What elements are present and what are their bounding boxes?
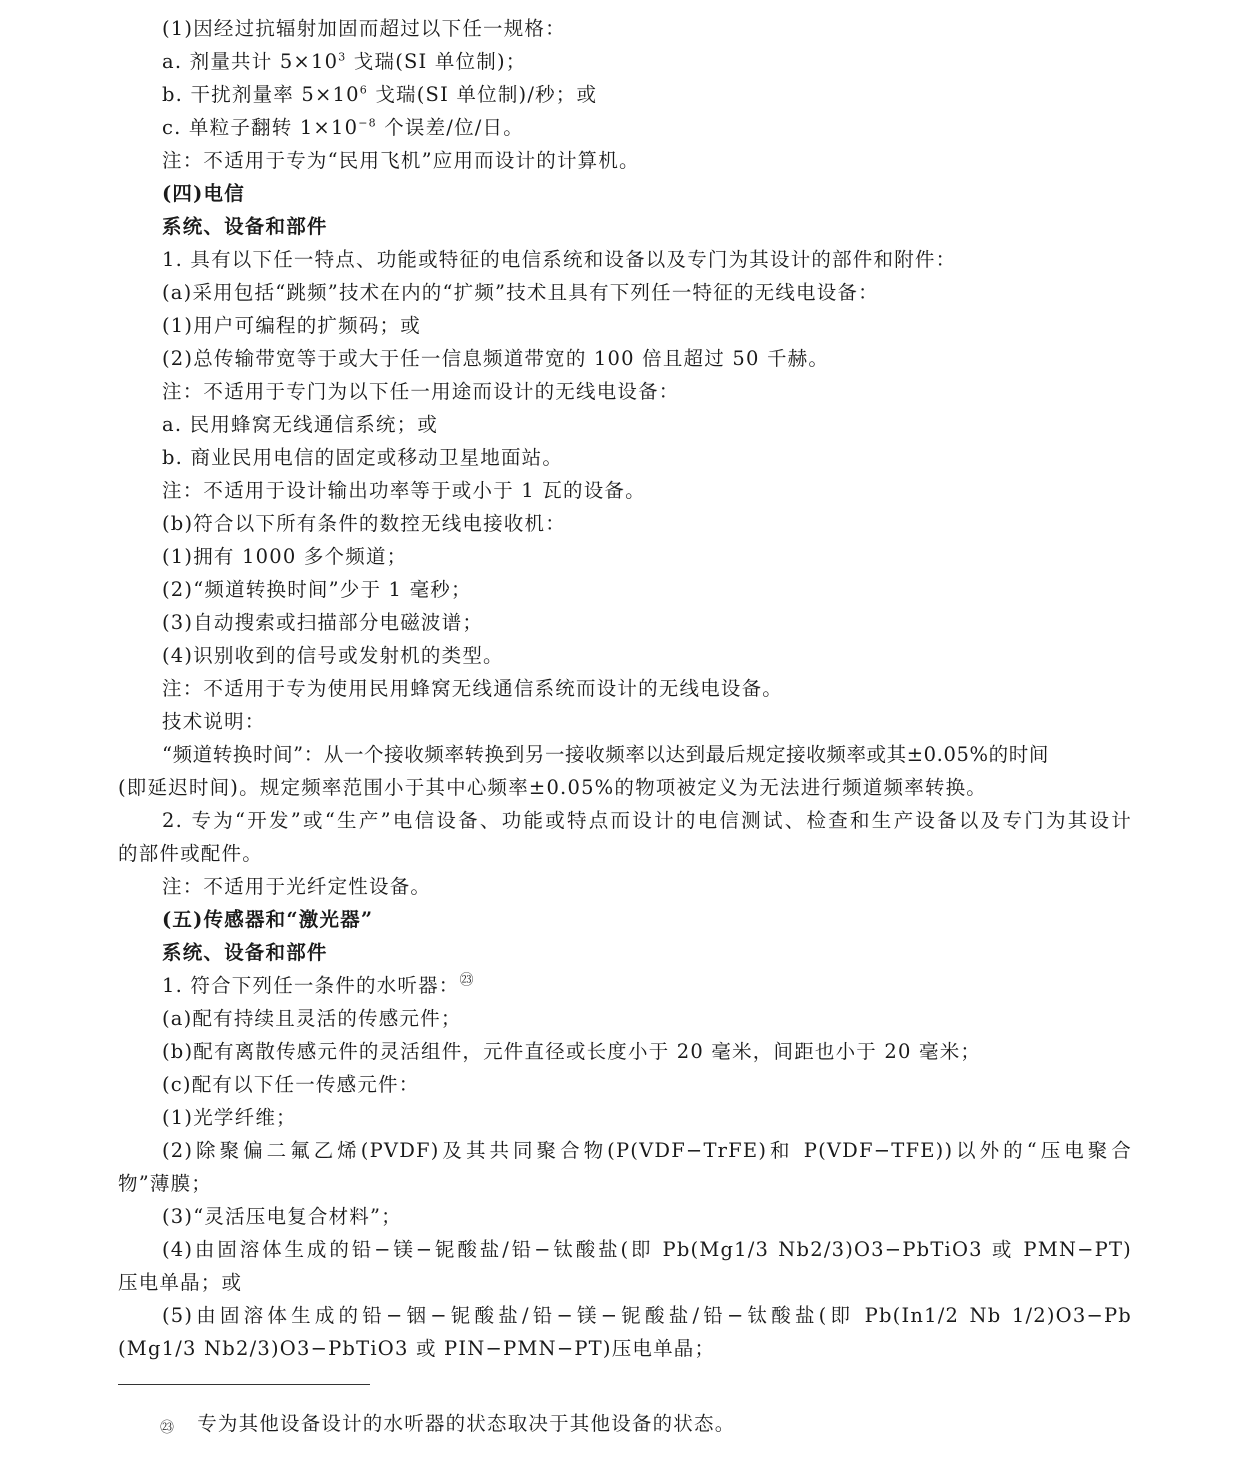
line-text-tail: 戈瑞(SI 单位制)/秒；或 [367, 83, 598, 106]
body-text [118, 12, 1132, 1365]
line-text: (b)配有离散传感元件的灵活组件，元件直径或长度小于 20 毫米，间距也小于 20 毫米； [162, 1040, 982, 1063]
line-text: (a)采用包括“跳频”技术在内的“扩频”技术且具有下列任一特征的无线电设备： [162, 281, 879, 304]
text-line [118, 111, 1132, 144]
line-text: 物”薄膜； [118, 1172, 212, 1195]
text-line [118, 45, 1132, 78]
text-line [118, 1332, 1132, 1365]
text-line [118, 210, 1132, 243]
text-line [118, 1266, 1132, 1299]
text-line [118, 573, 1132, 606]
line-text: 2. 专为“开发”或“生产”电信设备、功能或特点而设计的电信测试、检查和生产设备以及专门为其设计 [162, 809, 1132, 832]
text-line [118, 1035, 1132, 1068]
line-text: (五)传感器和“激光器” [162, 908, 374, 931]
line-text: (2)“频道转换时间”少于 1 毫秒； [162, 578, 472, 601]
text-line [118, 309, 1132, 342]
text-line [118, 969, 1132, 1002]
footnote-mark: ㉓ [160, 1420, 176, 1436]
text-line [118, 936, 1132, 969]
text-line [118, 276, 1132, 309]
text-line [118, 342, 1132, 375]
line-text: 的部件或配件。 [118, 842, 263, 865]
text-line [118, 540, 1132, 573]
exponent: 3 [338, 50, 347, 64]
text-line [118, 705, 1132, 738]
line-text: 压电单晶；或 [118, 1271, 243, 1294]
line-text: (即延迟时间)。规定频率范围小于其中心频率±0.05%的物项被定义为无法进行频道频率转换。 [118, 776, 988, 799]
text-line [118, 639, 1132, 672]
text-line [118, 804, 1132, 837]
text-line [118, 177, 1132, 210]
line-text: (2)除聚偏二氟乙烯(PVDF)及其共同聚合物(P(VDF−TrFE)和 P(VDF−TFE))以外的“压电聚合 [162, 1139, 1132, 1162]
footnote [160, 1408, 735, 1436]
line-text: 1. 符合下列任一条件的水听器： [162, 974, 460, 997]
line-text: (4)由固溶体生成的铅−镁−铌酸盐/铅−钛酸盐(即 Pb(Mg1/3 Nb2/3)O3−PbTiO3 或 PMN−PT) [162, 1238, 1132, 1261]
text-line [118, 12, 1132, 45]
line-text: “频道转换时间”：从一个接收频率转换到另一接收频率以达到最后规定接收频率或其±0.05%的时间 [162, 743, 1049, 766]
text-line [118, 144, 1132, 177]
text-line [118, 1200, 1132, 1233]
line-text: (3)自动搜索或扫描部分电磁波谱； [162, 611, 484, 634]
line-text: (b)符合以下所有条件的数控无线电接收机： [162, 512, 566, 535]
text-line [118, 903, 1132, 936]
exponent: 6 [359, 83, 368, 97]
line-text-tail: 个误差/位/日。 [376, 116, 524, 139]
text-line [118, 375, 1132, 408]
line-text: 1. 具有以下任一特点、功能或特征的电信系统和设备以及专门为其设计的部件和附件： [162, 248, 957, 271]
text-line [118, 78, 1132, 111]
footnote-text: 专为其他设备设计的水听器的状态取决于其他设备的状态。 [197, 1412, 736, 1435]
text-line [118, 1002, 1132, 1035]
text-line [118, 738, 1132, 771]
line-text: c. 单粒子翻转 1×10 [162, 116, 359, 139]
text-line [118, 837, 1132, 870]
line-text: (1)用户可编程的扩频码；或 [162, 314, 421, 337]
line-text: 注：不适用于专为“民用飞机”应用而设计的计算机。 [162, 149, 640, 172]
line-text-tail: 戈瑞(SI 单位制)； [346, 50, 527, 73]
text-line [118, 1101, 1132, 1134]
text-line [118, 771, 1132, 804]
text-line [118, 507, 1132, 540]
line-text: 系统、设备和部件 [162, 215, 328, 238]
exponent: −8 [358, 116, 377, 130]
text-line [118, 408, 1132, 441]
text-line [118, 1233, 1132, 1266]
line-text: 系统、设备和部件 [162, 941, 328, 964]
line-text: 注：不适用于设计输出功率等于或小于 1 瓦的设备。 [162, 479, 646, 502]
text-line [118, 1134, 1132, 1167]
line-text: 注：不适用于专门为以下任一用途而设计的无线电设备： [162, 380, 680, 403]
text-line [118, 1299, 1132, 1332]
text-line [118, 474, 1132, 507]
line-text: 注：不适用于光纤定性设备。 [162, 875, 432, 898]
footnote-reference[interactable]: ㉓ [459, 972, 475, 989]
line-text: (四)电信 [162, 182, 245, 205]
text-line [118, 1068, 1132, 1101]
text-line [118, 243, 1132, 276]
text-line [118, 606, 1132, 639]
footnote-divider [118, 1384, 370, 1385]
text-line [118, 441, 1132, 474]
line-text: (1)拥有 1000 多个频道； [162, 545, 408, 568]
text-line [118, 870, 1132, 903]
line-text: (3)“灵活压电复合材料”； [162, 1205, 402, 1228]
line-text: b. 干扰剂量率 5×10 [162, 83, 360, 106]
line-text: 注：不适用于专为使用民用蜂窝无线通信系统而设计的无线电设备。 [162, 677, 784, 700]
text-line [118, 1167, 1132, 1200]
line-text: (1)光学纤维； [162, 1106, 297, 1129]
line-text: (1)因经过抗辐射加固而超过以下任一规格： [162, 17, 566, 40]
line-text: a. 民用蜂窝无线通信系统；或 [162, 413, 439, 436]
line-text: (Mg1/3 Nb2/3)O3−PbTiO3 或 PIN−PMN−PT)压电单晶； [118, 1337, 716, 1360]
line-text: (4)识别收到的信号或发射机的类型。 [162, 644, 504, 667]
line-text: (2)总传输带宽等于或大于任一信息频道带宽的 100 倍且超过 50 千赫。 [162, 347, 830, 370]
line-text: (c)配有以下任一传感元件： [162, 1073, 420, 1096]
text-line [118, 672, 1132, 705]
line-text: b. 商业民用电信的固定或移动卫星地面站。 [162, 446, 564, 469]
line-text: a. 剂量共计 5×10 [162, 50, 339, 73]
line-text: (5)由固溶体生成的铅−铟−铌酸盐/铅−镁−铌酸盐/铅−钛酸盐(即 Pb(In1/2 Nb 1/2)O3−Pb [162, 1304, 1132, 1327]
line-text: (a)配有持续且灵活的传感元件； [162, 1007, 462, 1030]
line-text: 技术说明： [162, 710, 266, 733]
